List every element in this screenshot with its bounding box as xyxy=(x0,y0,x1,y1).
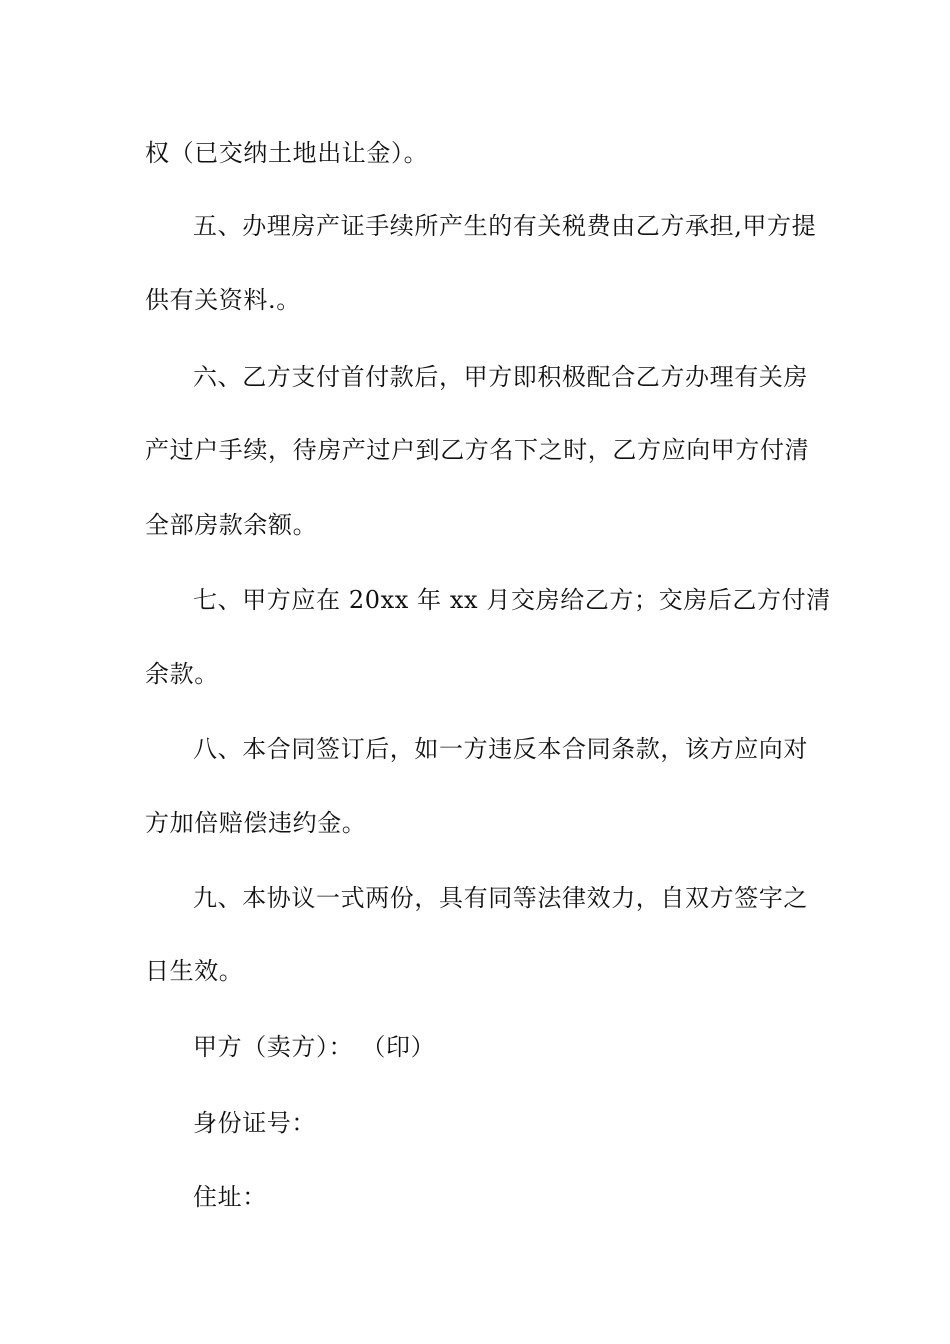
clause-8-line-1: 八、本合同签订后，如一方违反本合同条款，该方应向对 xyxy=(193,735,808,763)
clause-4-continuation: 权（已交纳土地出让金）。 xyxy=(145,139,429,167)
party-a-seller-signature: 甲方（卖方）： （印） xyxy=(193,1033,436,1061)
party-a-id-number-label: 身份证号： xyxy=(193,1109,316,1137)
clause-6-line-2: 产过户手续，待房产过户到乙方名下之时，乙方应向甲方付清 xyxy=(145,436,810,464)
party-a-address-label: 住址： xyxy=(193,1183,267,1211)
clause-7-line-1: 七、甲方应在 20xx 年 xx 月交房给乙方；交房后乙方付清 xyxy=(193,586,831,614)
clause-6-line-1: 六、乙方支付首付款后，甲方即积极配合乙方办理有关房 xyxy=(193,363,808,391)
clause-7-line-2: 余款。 xyxy=(145,660,219,688)
clause-8-line-2: 方加倍赔偿违约金。 xyxy=(145,809,367,837)
clause-6-line-3: 全部房款余额。 xyxy=(145,511,318,539)
clause-5-line-2: 供有关资料.。 xyxy=(145,286,301,314)
clause-5-line-1: 五、办理房产证手续所产生的有关税费由乙方承担,甲方提 xyxy=(193,212,817,240)
clause-9-line-1: 九、本协议一式两份，具有同等法律效力，自双方签字之 xyxy=(193,884,808,912)
clause-9-line-2: 日生效。 xyxy=(145,957,244,985)
